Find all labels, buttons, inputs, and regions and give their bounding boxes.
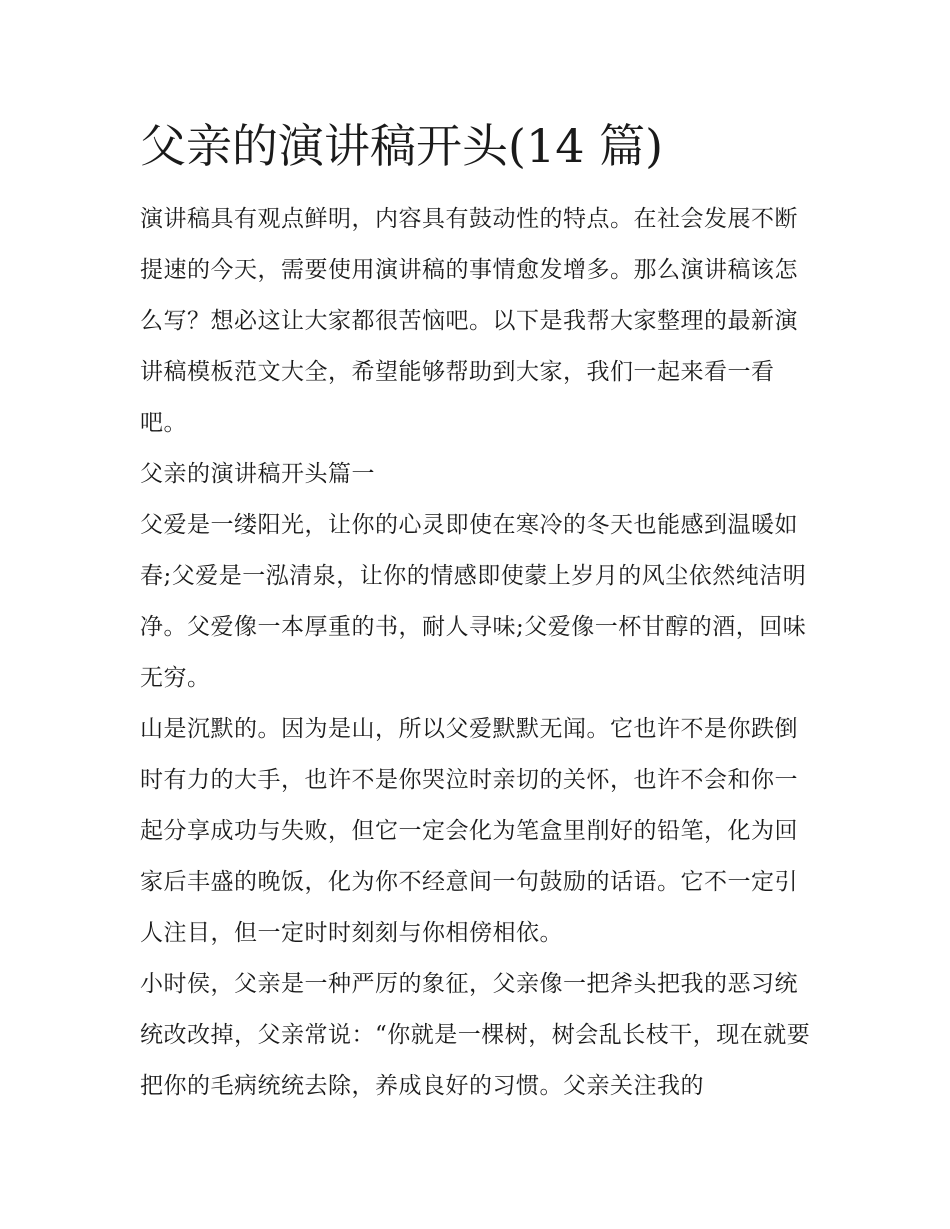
document-title: 父亲的演讲稿开头(14 篇) — [140, 119, 664, 173]
body-paragraph: 山是沉默的。因为是山，所以父爱默默无闻。它也许不是你跌倒时有力的大手，也许不是你哭泣时亲切的关怀，也许不会和你一起分享成功与失败，但它一定会化为笔盒里削好的铅笔，化为回家后丰盛的晚饭，化为你不经意间一句鼓励的话语。它不一定引人注目，但一定时时刻刻与你相傍相依。 — [140, 716, 798, 946]
intro-paragraph: 演讲稿具有观点鲜明，内容具有鼓动性的特点。在社会发展不断提速的今天，需要使用演讲稿的事情愈发增多。那么演讲稿该怎么写？想必这让大家都很苦恼吧。以下是我帮大家整理的最新演讲稿模板范文大全，希望能够帮助到大家，我们一起来看一看吧。 — [140, 206, 798, 436]
section-heading: 父亲的演讲稿开头篇一 — [140, 461, 375, 487]
body-paragraph: 父爱是一缕阳光，让你的心灵即使在寒冷的冬天也能感到温暖如春;父爱是一泓清泉，让你的情感即使蒙上岁月的风尘依然纯洁明净。父爱像一本厚重的书，耐人寻味;父爱像一杯甘醇的酒，回味无穷。 — [140, 512, 807, 691]
document-body — [140, 194, 812, 1112]
document-content — [140, 112, 812, 1112]
body-paragraph: 小时侯，父亲是一种严厉的象征，父亲像一把斧头把我的恶习统统改改掉，父亲常说：“你就是一棵树，树会乱长枝干，现在就要把你的毛病统统去除，养成良好的习惯。父亲关注我的 — [140, 971, 811, 1099]
